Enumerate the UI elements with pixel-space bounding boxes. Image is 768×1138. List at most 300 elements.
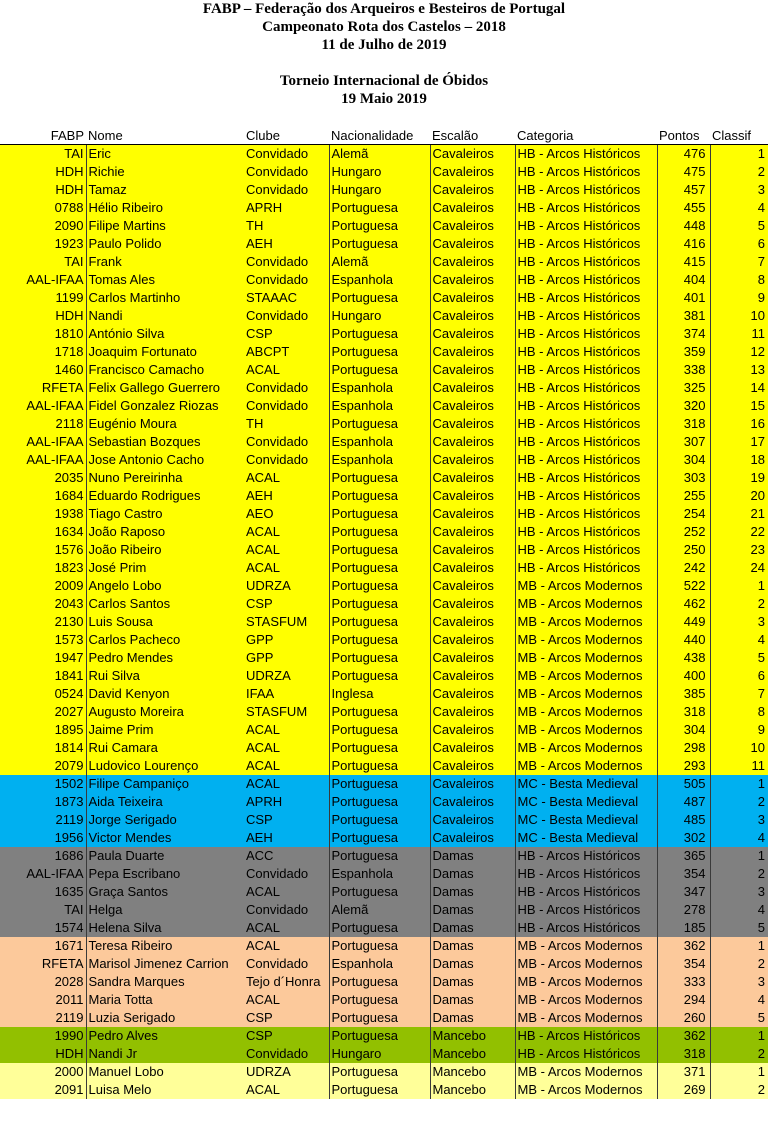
cell-escalao: Cavaleiros [430, 559, 515, 577]
cell-clube: STAAAC [244, 289, 329, 307]
cell-nome: Luis Sousa [86, 613, 244, 631]
cell-fabp: HDH [0, 1045, 86, 1063]
table-row [0, 649, 768, 667]
cell-escalao: Damas [430, 991, 515, 1009]
cell-classif: 3 [710, 883, 768, 901]
cell-categoria: MB - Arcos Modernos [515, 667, 657, 685]
cell-nome: Nuno Pereirinha [86, 469, 244, 487]
cell-fabp: AAL-IFAA [0, 433, 86, 451]
cell-fabp: 1990 [0, 1027, 86, 1045]
table-row [0, 883, 768, 901]
cell-nome: Jaime Prim [86, 721, 244, 739]
table-row [0, 811, 768, 829]
cell-nome: Maria Totta [86, 991, 244, 1009]
cell-categoria: HB - Arcos Históricos [515, 289, 657, 307]
table-row [0, 613, 768, 631]
cell-categoria: HB - Arcos Históricos [515, 865, 657, 883]
table-row [0, 469, 768, 487]
cell-fabp: 1873 [0, 793, 86, 811]
cell-nacionalidade: Espanhola [329, 865, 430, 883]
cell-fabp: 1634 [0, 523, 86, 541]
cell-nacionalidade: Portuguesa [329, 937, 430, 955]
cell-pontos: 440 [657, 631, 710, 649]
cell-clube: Convidado [244, 865, 329, 883]
cell-nacionalidade: Portuguesa [329, 829, 430, 847]
cell-nacionalidade: Portuguesa [329, 883, 430, 901]
cell-nome: Paula Duarte [86, 847, 244, 865]
cell-categoria: HB - Arcos Históricos [515, 451, 657, 469]
cell-classif: 8 [710, 703, 768, 721]
cell-nacionalidade: Espanhola [329, 451, 430, 469]
cell-escalao: Cavaleiros [430, 181, 515, 199]
cell-nacionalidade: Portuguesa [329, 415, 430, 433]
cell-escalao: Cavaleiros [430, 703, 515, 721]
cell-classif: 18 [710, 451, 768, 469]
cell-fabp: 2091 [0, 1081, 86, 1099]
cell-nome: Helga [86, 901, 244, 919]
cell-nome: Richie [86, 163, 244, 181]
cell-categoria: HB - Arcos Históricos [515, 1045, 657, 1063]
cell-clube: IFAA [244, 685, 329, 703]
cell-categoria: MB - Arcos Modernos [515, 973, 657, 991]
cell-categoria: MB - Arcos Modernos [515, 613, 657, 631]
cell-categoria: HB - Arcos Históricos [515, 343, 657, 361]
cell-pontos: 400 [657, 667, 710, 685]
table-row [0, 775, 768, 793]
cell-nacionalidade: Portuguesa [329, 559, 430, 577]
cell-pontos: 302 [657, 829, 710, 847]
cell-fabp: AAL-IFAA [0, 271, 86, 289]
cell-nacionalidade: Portuguesa [329, 487, 430, 505]
column-header-escalao: Escalão [430, 126, 515, 145]
cell-escalao: Mancebo [430, 1027, 515, 1045]
cell-nome: Carlos Santos [86, 595, 244, 613]
cell-nome: Nandi Jr [86, 1045, 244, 1063]
cell-escalao: Cavaleiros [430, 451, 515, 469]
cell-categoria: HB - Arcos Históricos [515, 361, 657, 379]
column-header-classif: Classif [710, 126, 768, 145]
cell-escalao: Cavaleiros [430, 469, 515, 487]
cell-fabp: 1895 [0, 721, 86, 739]
cell-clube: ACAL [244, 757, 329, 775]
cell-classif: 5 [710, 217, 768, 235]
cell-fabp: 1923 [0, 235, 86, 253]
cell-clube: UDRZA [244, 667, 329, 685]
cell-clube: Convidado [244, 397, 329, 415]
cell-nome: Jorge Serigado [86, 811, 244, 829]
cell-nome: Manuel Lobo [86, 1063, 244, 1081]
cell-classif: 2 [710, 865, 768, 883]
cell-fabp: 2119 [0, 1009, 86, 1027]
cell-escalao: Cavaleiros [430, 433, 515, 451]
cell-escalao: Mancebo [430, 1045, 515, 1063]
cell-pontos: 505 [657, 775, 710, 793]
cell-classif: 3 [710, 181, 768, 199]
cell-categoria: MB - Arcos Modernos [515, 649, 657, 667]
cell-pontos: 381 [657, 307, 710, 325]
cell-categoria: MB - Arcos Modernos [515, 1009, 657, 1027]
cell-classif: 20 [710, 487, 768, 505]
cell-escalao: Mancebo [430, 1063, 515, 1081]
cell-nacionalidade: Portuguesa [329, 613, 430, 631]
cell-classif: 17 [710, 433, 768, 451]
table-row [0, 199, 768, 217]
cell-nacionalidade: Alemã [329, 145, 430, 164]
cell-categoria: HB - Arcos Históricos [515, 145, 657, 164]
cell-categoria: MB - Arcos Modernos [515, 991, 657, 1009]
cell-nacionalidade: Portuguesa [329, 757, 430, 775]
cell-pontos: 298 [657, 739, 710, 757]
cell-fabp: 2119 [0, 811, 86, 829]
cell-classif: 5 [710, 1009, 768, 1027]
cell-categoria: HB - Arcos Históricos [515, 181, 657, 199]
cell-nome: Filipe Martins [86, 217, 244, 235]
table-row [0, 991, 768, 1009]
table-row [0, 505, 768, 523]
cell-escalao: Cavaleiros [430, 829, 515, 847]
cell-nome: Aida Teixeira [86, 793, 244, 811]
cell-nacionalidade: Portuguesa [329, 541, 430, 559]
column-header-categoria: Categoria [515, 126, 657, 145]
cell-clube: AEO [244, 505, 329, 523]
table-row [0, 829, 768, 847]
cell-escalao: Cavaleiros [430, 613, 515, 631]
cell-nome: Carlos Pacheco [86, 631, 244, 649]
cell-classif: 10 [710, 739, 768, 757]
table-row [0, 181, 768, 199]
table-row [0, 1081, 768, 1099]
cell-escalao: Cavaleiros [430, 505, 515, 523]
cell-nacionalidade: Portuguesa [329, 739, 430, 757]
cell-pontos: 354 [657, 955, 710, 973]
cell-classif: 23 [710, 541, 768, 559]
cell-nome: Pedro Mendes [86, 649, 244, 667]
cell-pontos: 293 [657, 757, 710, 775]
table-row [0, 289, 768, 307]
cell-clube: CSP [244, 325, 329, 343]
cell-classif: 19 [710, 469, 768, 487]
cell-nacionalidade: Espanhola [329, 271, 430, 289]
table-row [0, 451, 768, 469]
cell-nacionalidade: Portuguesa [329, 721, 430, 739]
cell-pontos: 449 [657, 613, 710, 631]
table-row [0, 703, 768, 721]
cell-nacionalidade: Portuguesa [329, 469, 430, 487]
cell-clube: AEH [244, 487, 329, 505]
cell-nome: Tiago Castro [86, 505, 244, 523]
cell-clube: Convidado [244, 163, 329, 181]
cell-fabp: 2028 [0, 973, 86, 991]
cell-fabp: RFETA [0, 955, 86, 973]
cell-nome: Eduardo Rodrigues [86, 487, 244, 505]
cell-pontos: 269 [657, 1081, 710, 1099]
cell-escalao: Cavaleiros [430, 271, 515, 289]
cell-fabp: AAL-IFAA [0, 397, 86, 415]
cell-escalao: Cavaleiros [430, 577, 515, 595]
cell-nome: Nandi [86, 307, 244, 325]
cell-fabp: TAI [0, 145, 86, 164]
cell-nacionalidade: Espanhola [329, 433, 430, 451]
table-row [0, 559, 768, 577]
table-row [0, 487, 768, 505]
cell-pontos: 362 [657, 937, 710, 955]
cell-escalao: Cavaleiros [430, 541, 515, 559]
cell-classif: 5 [710, 649, 768, 667]
cell-classif: 5 [710, 919, 768, 937]
cell-pontos: 354 [657, 865, 710, 883]
cell-escalao: Cavaleiros [430, 397, 515, 415]
table-row [0, 253, 768, 271]
cell-clube: Tejo d´Honra [244, 973, 329, 991]
table-row [0, 847, 768, 865]
cell-fabp: 2035 [0, 469, 86, 487]
table-row [0, 325, 768, 343]
cell-clube: ACAL [244, 469, 329, 487]
cell-categoria: HB - Arcos Históricos [515, 469, 657, 487]
cell-fabp: 2009 [0, 577, 86, 595]
table-row [0, 685, 768, 703]
results-body [0, 145, 768, 1100]
cell-nacionalidade: Portuguesa [329, 577, 430, 595]
table-row [0, 163, 768, 181]
cell-clube: Convidado [244, 145, 329, 164]
table-row [0, 217, 768, 235]
cell-categoria: HB - Arcos Históricos [515, 919, 657, 937]
cell-escalao: Damas [430, 919, 515, 937]
cell-escalao: Cavaleiros [430, 235, 515, 253]
table-row [0, 541, 768, 559]
cell-nome: Marisol Jimenez Carrion [86, 955, 244, 973]
cell-nome: Pepa Escribano [86, 865, 244, 883]
cell-nome: Tamaz [86, 181, 244, 199]
cell-fabp: 2000 [0, 1063, 86, 1081]
cell-classif: 14 [710, 379, 768, 397]
cell-clube: TH [244, 415, 329, 433]
cell-nacionalidade: Portuguesa [329, 973, 430, 991]
cell-fabp: 1576 [0, 541, 86, 559]
cell-clube: CSP [244, 1009, 329, 1027]
cell-fabp: 2079 [0, 757, 86, 775]
table-row [0, 145, 768, 164]
cell-nome: Rui Camara [86, 739, 244, 757]
cell-fabp: 1947 [0, 649, 86, 667]
cell-nacionalidade: Portuguesa [329, 1009, 430, 1027]
document-date: 11 de Julho de 2019 [321, 37, 447, 53]
cell-clube: GPP [244, 649, 329, 667]
table-row [0, 343, 768, 361]
cell-escalao: Damas [430, 865, 515, 883]
table-row [0, 595, 768, 613]
cell-pontos: 318 [657, 1045, 710, 1063]
cell-pontos: 374 [657, 325, 710, 343]
cell-nome: Frank [86, 253, 244, 271]
cell-clube: UDRZA [244, 577, 329, 595]
cell-categoria: MB - Arcos Modernos [515, 631, 657, 649]
cell-pontos: 318 [657, 703, 710, 721]
cell-pontos: 260 [657, 1009, 710, 1027]
cell-categoria: HB - Arcos Históricos [515, 307, 657, 325]
cell-nome: Pedro Alves [86, 1027, 244, 1045]
cell-clube: ACAL [244, 361, 329, 379]
cell-categoria: MB - Arcos Modernos [515, 595, 657, 613]
cell-clube: Convidado [244, 1045, 329, 1063]
cell-nome: Augusto Moreira [86, 703, 244, 721]
cell-fabp: 2043 [0, 595, 86, 613]
cell-fabp: HDH [0, 307, 86, 325]
cell-fabp: AAL-IFAA [0, 865, 86, 883]
cell-nome: Luisa Melo [86, 1081, 244, 1099]
table-row [0, 307, 768, 325]
table-row [0, 631, 768, 649]
cell-pontos: 304 [657, 451, 710, 469]
cell-pontos: 401 [657, 289, 710, 307]
cell-escalao: Cavaleiros [430, 289, 515, 307]
cell-categoria: MB - Arcos Modernos [515, 703, 657, 721]
cell-categoria: HB - Arcos Históricos [515, 379, 657, 397]
cell-nacionalidade: Portuguesa [329, 919, 430, 937]
cell-nome: João Raposo [86, 523, 244, 541]
table-row [0, 973, 768, 991]
cell-pontos: 385 [657, 685, 710, 703]
cell-classif: 12 [710, 343, 768, 361]
cell-classif: 2 [710, 163, 768, 181]
cell-classif: 1 [710, 577, 768, 595]
cell-fabp: 1502 [0, 775, 86, 793]
cell-nome: Eugénio Moura [86, 415, 244, 433]
cell-nacionalidade: Portuguesa [329, 775, 430, 793]
cell-classif: 2 [710, 793, 768, 811]
cell-classif: 9 [710, 721, 768, 739]
cell-clube: ACAL [244, 541, 329, 559]
tournament-date: 19 Maio 2019 [341, 91, 427, 107]
cell-clube: AEH [244, 829, 329, 847]
cell-clube: Convidado [244, 955, 329, 973]
table-row [0, 1027, 768, 1045]
cell-pontos: 250 [657, 541, 710, 559]
cell-nome: Teresa Ribeiro [86, 937, 244, 955]
cell-categoria: HB - Arcos Históricos [515, 325, 657, 343]
cell-fabp: TAI [0, 253, 86, 271]
cell-categoria: HB - Arcos Históricos [515, 559, 657, 577]
cell-nome: Sebastian Bozques [86, 433, 244, 451]
cell-nacionalidade: Portuguesa [329, 325, 430, 343]
cell-nome: António Silva [86, 325, 244, 343]
cell-categoria: HB - Arcos Históricos [515, 505, 657, 523]
cell-pontos: 416 [657, 235, 710, 253]
cell-escalao: Cavaleiros [430, 793, 515, 811]
cell-nacionalidade: Alemã [329, 901, 430, 919]
cell-categoria: HB - Arcos Históricos [515, 199, 657, 217]
cell-clube: ACAL [244, 523, 329, 541]
results-table [0, 126, 768, 1099]
table-row [0, 415, 768, 433]
cell-fabp: RFETA [0, 379, 86, 397]
cell-escalao: Damas [430, 883, 515, 901]
cell-fabp: 1671 [0, 937, 86, 955]
table-row [0, 937, 768, 955]
cell-classif: 22 [710, 523, 768, 541]
cell-clube: APRH [244, 199, 329, 217]
cell-pontos: 476 [657, 145, 710, 164]
cell-escalao: Cavaleiros [430, 307, 515, 325]
cell-nacionalidade: Portuguesa [329, 217, 430, 235]
cell-classif: 6 [710, 667, 768, 685]
federation-title: FABP – Federação dos Arqueiros e Besteiros de Portugal [202, 1, 566, 17]
column-header-nacionalidade: Nacionalidade [329, 126, 430, 145]
cell-nome: Victor Mendes [86, 829, 244, 847]
cell-fabp: 1574 [0, 919, 86, 937]
cell-classif: 3 [710, 811, 768, 829]
table-header-row [0, 126, 768, 145]
cell-classif: 15 [710, 397, 768, 415]
cell-clube: Convidado [244, 901, 329, 919]
cell-nacionalidade: Portuguesa [329, 631, 430, 649]
table-row [0, 901, 768, 919]
cell-escalao: Damas [430, 973, 515, 991]
cell-escalao: Cavaleiros [430, 667, 515, 685]
cell-clube: ACAL [244, 937, 329, 955]
cell-nacionalidade: Hungaro [329, 1045, 430, 1063]
cell-nome: Joaquim Fortunato [86, 343, 244, 361]
cell-pontos: 485 [657, 811, 710, 829]
cell-fabp: 2118 [0, 415, 86, 433]
cell-classif: 3 [710, 613, 768, 631]
cell-pontos: 438 [657, 649, 710, 667]
cell-classif: 24 [710, 559, 768, 577]
cell-escalao: Cavaleiros [430, 163, 515, 181]
cell-nacionalidade: Portuguesa [329, 991, 430, 1009]
cell-nome: Carlos Martinho [86, 289, 244, 307]
cell-categoria: HB - Arcos Históricos [515, 253, 657, 271]
table-row [0, 739, 768, 757]
cell-nacionalidade: Portuguesa [329, 235, 430, 253]
cell-categoria: HB - Arcos Históricos [515, 415, 657, 433]
cell-escalao: Cavaleiros [430, 325, 515, 343]
cell-nacionalidade: Hungaro [329, 181, 430, 199]
cell-pontos: 347 [657, 883, 710, 901]
cell-classif: 2 [710, 955, 768, 973]
cell-fabp: 0524 [0, 685, 86, 703]
cell-categoria: MB - Arcos Modernos [515, 739, 657, 757]
cell-escalao: Cavaleiros [430, 343, 515, 361]
cell-nacionalidade: Espanhola [329, 397, 430, 415]
tournament-title: Torneio Internacional de Óbidos [279, 73, 489, 89]
column-header-pontos: Pontos [657, 126, 710, 145]
table-row [0, 757, 768, 775]
cell-classif: 4 [710, 631, 768, 649]
cell-nacionalidade: Inglesa [329, 685, 430, 703]
cell-classif: 1 [710, 847, 768, 865]
cell-nacionalidade: Portuguesa [329, 793, 430, 811]
cell-nome: Filipe Campaniço [86, 775, 244, 793]
cell-nacionalidade: Alemã [329, 253, 430, 271]
cell-nacionalidade: Portuguesa [329, 1063, 430, 1081]
cell-nacionalidade: Portuguesa [329, 811, 430, 829]
table-row [0, 361, 768, 379]
cell-pontos: 371 [657, 1063, 710, 1081]
cell-clube: APRH [244, 793, 329, 811]
table-row [0, 793, 768, 811]
cell-classif: 4 [710, 199, 768, 217]
cell-clube: CSP [244, 595, 329, 613]
cell-pontos: 448 [657, 217, 710, 235]
cell-escalao: Cavaleiros [430, 739, 515, 757]
table-row [0, 235, 768, 253]
cell-escalao: Cavaleiros [430, 415, 515, 433]
cell-fabp: 1573 [0, 631, 86, 649]
cell-escalao: Damas [430, 1009, 515, 1027]
cell-fabp: HDH [0, 181, 86, 199]
